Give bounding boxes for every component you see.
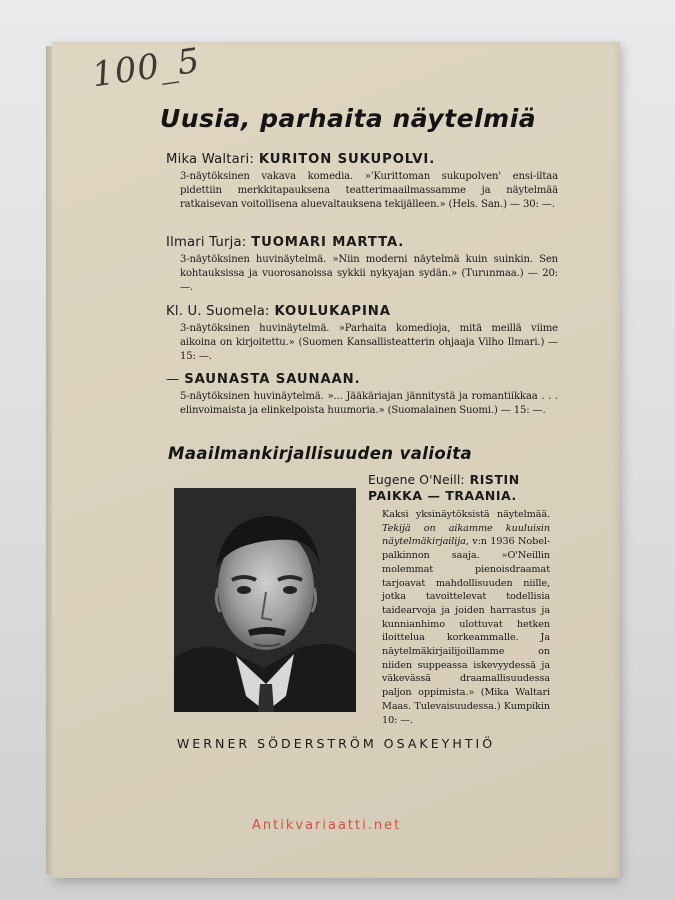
play-entry (166, 152, 558, 212)
play-title (166, 372, 558, 387)
oneill-desc-text: v:n 1936 Nobel-palkinnon saaja. »O'Neillin molemmat pienoisdraamat tarjoavat mahdollisuuden niille, jotka tavoittelevat todellisia taidearvoja ja joiden harrastus ja kunnianhimo ulottuvat hetken iloittelua korkeammalle. Ja näytelmäkirjailijoillamme on niiden suppeassa iskevyydessä ja väkevässä draamallisuudessa paljon oppimista.» (Mika Waltari Maas. Tulevaisuudessa.) Kumpikin 10: —. (382, 536, 550, 726)
play-name: KURITON SUKUPOLVI. (258, 152, 436, 167)
play-name: SAUNASTA SAUNAAN. (184, 372, 361, 387)
play-description: 3-näytöksinen vakava komedia. »'Kurittoman sukupolven' ensi-iltaa pidettiin merkkitapauksena teatterimaailmassamme ja näytelmää ratkaisevan voitollisena aluevaltauksena tekijälleen.» (Hels. San.) — 30: —. (180, 171, 558, 210)
oneill-desc-text: Kaksi yksinäytöksistä näytelmää. (382, 509, 550, 520)
play-author: — (166, 372, 180, 387)
play-title (166, 152, 558, 167)
play-author: Kl. U. Suomela: (166, 304, 270, 319)
section-heading: Maailmankirjallisuuden valioita (168, 444, 473, 463)
oneill-desc-italic: Tekijä on aikamme kuuluisin näytelmäkirjailija, (382, 522, 550, 548)
play-description: 3-näytöksinen huvinäytelmä. »Niin moderni näytelmä kuin suinkin. Sen kohtauksissa ja vuorosanoissa sykkii nykyajan sydän.» (Turunmaa.) — 20: —. (180, 254, 558, 293)
play-description: 5-näytöksinen huvinäytelmä. »... Jääkäriajan jännitystä ja romantiikkaa . . . elinvoimaista ja elinkelpoista huumoria.» (Suomalainen Suomi.) — 15: —. (180, 391, 558, 416)
handwritten-price: 100_5 (89, 40, 203, 96)
author-portrait (174, 488, 356, 712)
page-heading: Uusia, parhaita näytelmiä (160, 104, 537, 133)
play-author: Ilmari Turja: (166, 235, 247, 250)
play-entry (166, 372, 558, 418)
play-name: KOULUKAPINA (274, 304, 391, 319)
play-author: Mika Waltari: (166, 152, 255, 167)
play-entry (166, 304, 558, 364)
watermark: Antikvariaatti.net (252, 818, 402, 833)
oneill-title (368, 472, 552, 504)
book-back-cover (52, 42, 620, 878)
oneill-play-name: RISTIN PAIKKA — TRAANIA. (368, 472, 520, 503)
portrait-illustration (174, 488, 356, 712)
play-title (166, 235, 558, 250)
play-title (166, 304, 558, 319)
publisher-name: WERNER SÖDERSTRÖM OSAKEYHTIÖ (176, 736, 496, 751)
play-name: TUOMARI MARTTA. (251, 235, 405, 250)
oneill-description (382, 508, 550, 727)
play-description: 3-näytöksinen huvinäytelmä. »Parhaita komedioja, mitä meillä viime aikoina on kirjoitettu.» (Suomen Kansallisteatterin ohjaaja Vilho Ilmari.) — 15: —. (180, 323, 558, 362)
play-entry (166, 235, 558, 295)
oneill-author: Eugene O'Neill: (368, 472, 465, 487)
